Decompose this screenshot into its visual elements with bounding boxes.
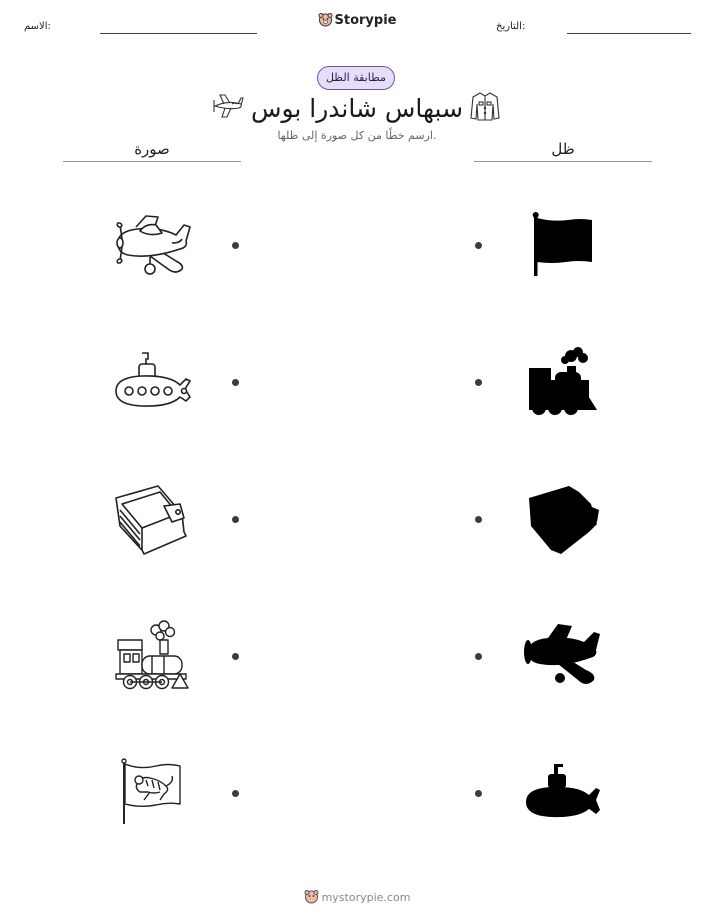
title-jacket-icon: [470, 90, 500, 122]
storypie-logo-icon: [318, 12, 333, 27]
brand: [0, 12, 714, 28]
column-header-pictures: صورة: [134, 140, 170, 158]
footer: [0, 889, 714, 904]
steam-train-icon: [112, 620, 190, 692]
footer-logo-icon: [304, 889, 319, 904]
instructions: ارسم خطًا من كل صورة إلى ظلها.: [277, 129, 437, 142]
footer-site[interactable]: mystorypie.com: [321, 891, 411, 904]
column-underline-pictures: [63, 161, 241, 162]
picture-book: [112, 484, 190, 556]
page-title: سبهاس شاندرا بوس: [250, 94, 464, 123]
picture-tiger-flag: [120, 758, 184, 826]
shadow-dot-4[interactable]: [475, 653, 482, 660]
tiger-flag-icon: [120, 758, 184, 826]
column-underline-shadows: [474, 161, 652, 162]
shadow-dot-3[interactable]: [475, 516, 482, 523]
submarine-icon: [112, 351, 192, 413]
train-silhouette-icon: [527, 346, 599, 418]
brand-name: Storypie: [334, 13, 397, 28]
column-header-shadows: ظل: [551, 140, 575, 158]
picture-dot-3[interactable]: [232, 516, 239, 523]
date-line[interactable]: [567, 33, 691, 34]
date-label: التاريخ:: [496, 21, 526, 32]
airplane-silhouette-icon: [522, 622, 602, 688]
shadow-dot-5[interactable]: [475, 790, 482, 797]
shadow-flag: [532, 212, 594, 278]
shadow-submarine: [524, 762, 602, 824]
submarine-silhouette-icon: [524, 762, 602, 824]
flag-silhouette-icon: [532, 212, 594, 278]
shadow-train: [527, 346, 599, 418]
name-line[interactable]: [100, 33, 257, 34]
book-silhouette-icon: [525, 484, 601, 556]
picture-dot-4[interactable]: [232, 653, 239, 660]
shadow-dot-2[interactable]: [475, 379, 482, 386]
airplane-icon: [110, 213, 192, 277]
shadow-airplane: [522, 622, 602, 688]
picture-submarine: [112, 351, 192, 413]
picture-dot-5[interactable]: [232, 790, 239, 797]
shadow-book: [525, 484, 601, 556]
picture-dot-1[interactable]: [232, 242, 239, 249]
picture-airplane: [110, 213, 192, 277]
picture-dot-2[interactable]: [232, 379, 239, 386]
book-icon: [112, 484, 190, 556]
worksheet-tag: مطابقة الظل: [317, 66, 395, 90]
shadow-dot-1[interactable]: [475, 242, 482, 249]
picture-train: [112, 620, 190, 692]
name-label: الاسم:: [24, 21, 51, 32]
